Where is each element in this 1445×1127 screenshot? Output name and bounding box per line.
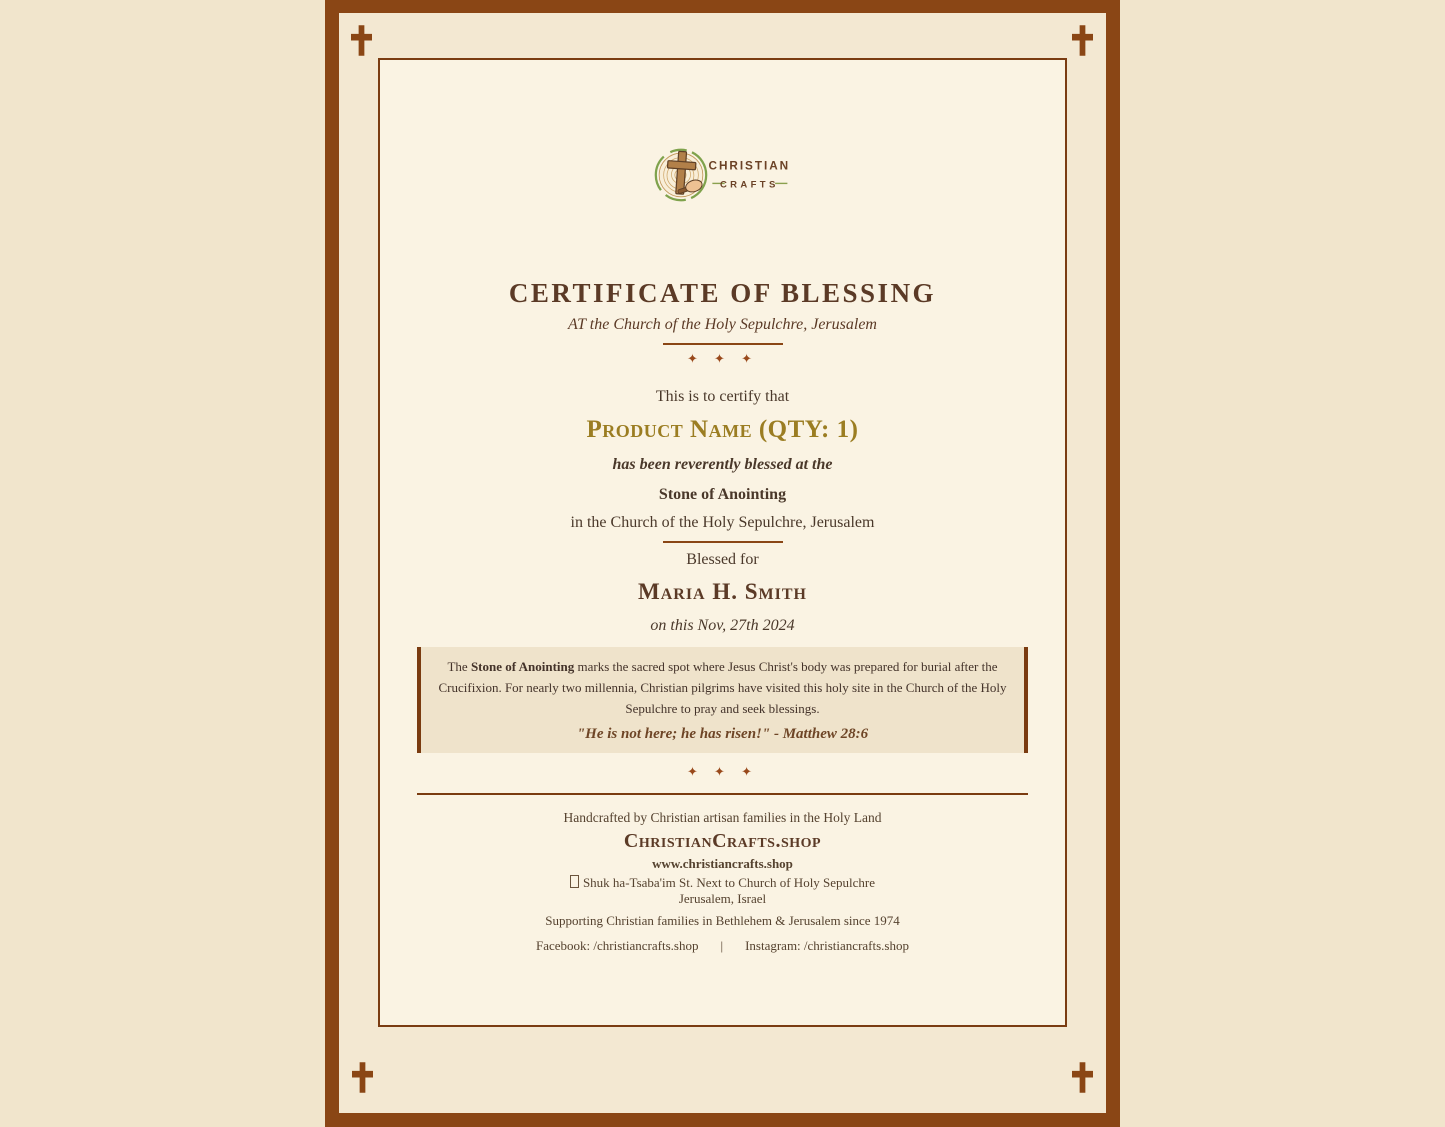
recipient-name: Maria H. Smith — [638, 579, 807, 604]
info-box-bold-term: Stone of Anointing — [470, 659, 575, 674]
divider-line — [663, 343, 783, 345]
instagram-handle: Instagram: /christiancrafts.shop — [745, 938, 909, 954]
address-city: Jerusalem, Israel — [678, 891, 767, 907]
website-url: www.christiancrafts.shop — [652, 856, 793, 872]
corner-cross-icon — [1072, 25, 1093, 56]
location-pin-icon — [570, 875, 579, 888]
certificate-frame — [325, 0, 1120, 1127]
info-box-text: The Stone of Anointing marks the sacred spot where Jesus Christ's body was prepared for burial after the Crucifixion. For nearly two millennia, Christian pilgrims have visited this holy site in the Church of the Holy Sepulchre to pray and seek blessings. — [438, 659, 1007, 716]
supporting-line: Supporting Christian families in Bethlehem & Jerusalem since 1974 — [545, 913, 900, 929]
footer-brand-name: ChristianCrafts.shop — [623, 830, 822, 853]
place-name: Stone of Anointing — [658, 486, 787, 503]
facebook-handle: Facebook: /christiancrafts.shop — [536, 938, 699, 954]
diamond-ornament: ✦ ✦ ✦ — [687, 352, 758, 367]
corner-cross-icon — [1072, 1062, 1093, 1093]
logo-brand-top: CHRISTIAN — [708, 159, 790, 173]
church-line: in the Church of the Holy Sepulchre, Jerusalem — [570, 514, 875, 531]
blessing-date: on this Nov, 27th 2024 — [650, 617, 795, 634]
certify-line: This is to certify that — [655, 388, 790, 405]
handcrafted-line: Handcrafted by Christian artisan families in the Holy Land — [563, 810, 882, 826]
certificate-subtitle: AT the Church of the Holy Sepulchre, Jerusalem — [568, 316, 877, 333]
product-name: Product Name (QTY: 1) — [586, 416, 859, 443]
footer-rule — [417, 793, 1028, 795]
blessed-for-label: Blessed for — [686, 551, 759, 568]
divider-line — [663, 541, 783, 543]
blessed-at-line: has been reverently blessed at the — [612, 456, 833, 473]
corner-cross-icon — [352, 1062, 373, 1093]
certificate-title: CERTIFICATE OF BLESSING — [508, 278, 937, 308]
logo-brand-bottom: CRAFTS — [719, 179, 779, 191]
corner-cross-icon — [351, 25, 372, 56]
separator: | — [720, 938, 724, 954]
certificate-body — [378, 58, 1067, 1027]
wood-cross-icon — [655, 150, 705, 200]
stone-of-anointing-info-box — [417, 647, 1028, 753]
social-links-line — [536, 938, 909, 954]
diamond-ornament: ✦ ✦ ✦ — [687, 765, 758, 781]
christian-crafts-logo — [653, 146, 793, 204]
address-line: Shuk ha-Tsaba'im St. Next to Church of Holy Sepulchre — [570, 875, 875, 891]
scripture-quote: "He is not here; he has risen!" - Matthew 28:6 — [576, 726, 869, 743]
